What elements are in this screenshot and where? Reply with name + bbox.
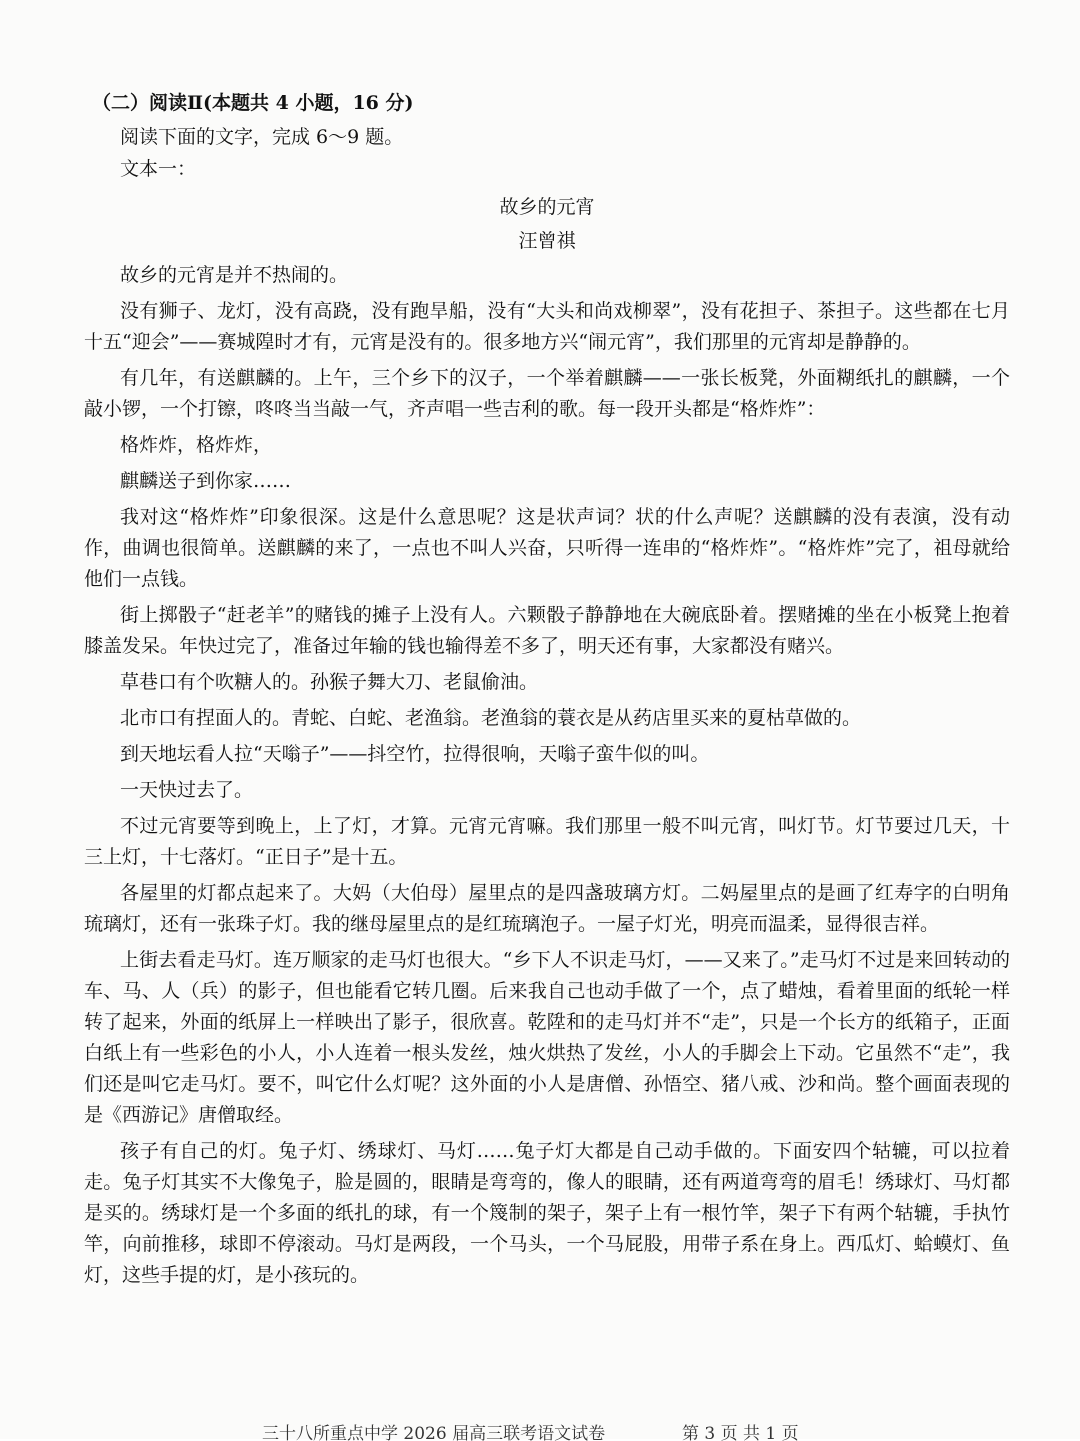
paragraph: 草巷口有个吹糖人的。孙猴子舞大刀、老鼠偷油。	[120, 671, 539, 693]
article-title: 故乡的元宵	[499, 196, 595, 218]
article-author: 汪曾祺	[518, 230, 576, 252]
section-heading: （二）阅读Ⅱ(本题共 4 小题，16 分)	[92, 92, 414, 114]
song-line: 格炸炸，格炸炸，	[120, 434, 273, 456]
paragraph: 各屋里的灯都点起来了。大妈（大伯母）屋里点的是四盏玻璃方灯。二妈屋里点的是画了红寿字的白明角琉璃灯，还有一张珠子灯。我的继母屋里点的是红琉璃泡子。一屋子灯光，明亮而温柔，显得很吉祥。	[84, 882, 1010, 935]
paragraph: 一天快过去了。	[120, 779, 254, 801]
paragraph: 街上掷骰子“赶老羊”的赌钱的摊子上没有人。六颗骰子静静地在大碗底卧着。摆赌摊的坐在小板凳上抱着膝盖发呆。年快过完了，准备过年输的钱也输得差不多了，明天还有事，大家都没有赌兴。	[84, 604, 1010, 657]
text-label: 文本一：	[120, 158, 197, 180]
paragraph: 北市口有捏面人的。青蛇、白蛇、老渔翁。老渔翁的蓑衣是从药店里买来的夏枯草做的。	[120, 707, 862, 729]
paragraph: 孩子有自己的灯。兔子灯、绣球灯、马灯……兔子灯大都是自己动手做的。下面安四个轱辘，可以拉着走。兔子灯其实不大像兔子，脸是圆的，眼睛是弯弯的，像人的眼睛，还有两道弯弯的眉毛！绣球灯、马灯都是买的。绣球灯是一个多面的纸扎的球，有一个篾制的架子，架子上有一根竹竿，架子下有两个轱辘，手执竹竿，向前推移，球即不停滚动。马灯是两段，一个马头，一个马屁股，用带子系在身上。西瓜灯、蛤蟆灯、鱼灯，这些手提的灯，是小孩玩的。	[84, 1140, 1010, 1286]
exam-name: 三十八所重点中学 2026 届高三联考语文试卷	[262, 1424, 606, 1441]
instruction-text: 阅读下面的文字，完成 6～9 题。	[120, 126, 404, 148]
paragraph: 到天地坛看人拉“天嗡子”——抖空竹，拉得很响，天嗡子蛮牛似的叫。	[120, 743, 710, 765]
paragraph: 故乡的元宵是并不热闹的。	[120, 264, 349, 286]
paragraph: 不过元宵要等到晚上，上了灯，才算。元宵元宵嘛。我们那里一般不叫元宵，叫灯节。灯节要过几天，十三上灯，十七落灯。“正日子”是十五。	[84, 815, 1010, 868]
paragraph: 有几年，有送麒麟的。上午，三个乡下的汉子，一个举着麒麟——一张长板凳，外面糊纸扎的麒麟，一个敲小锣，一个打镲，咚咚当当敲一气，齐声唱一些吉利的歌。每一段开头都是“格炸炸”：	[84, 367, 1010, 420]
page-number: 第 3 页 共 1 页	[682, 1424, 799, 1441]
paragraph: 没有狮子、龙灯，没有高跷，没有跑旱船，没有“大头和尚戏柳翠”，没有花担子、茶担子。这些都在七月十五“迎会”——赛城隍时才有，元宵是没有的。很多地方兴“闹元宵”，我们那里的元宵却是静静的。	[84, 300, 1010, 353]
paragraph: 上街去看走马灯。连万顺家的走马灯也很大。“乡下人不识走马灯，——又来了。”走马灯不过是来回转动的车、马、人（兵）的影子，但也能看它转几圈。后来我自己也动手做了一个，点了蜡烛，看着里面的纸轮一样转了起来，外面的纸屏上一样映出了影子，很欣喜。乾陞和的走马灯并不“走”，只是一个长方的纸箱子，正面白纸上有一些彩色的小人，小人连着一根头发丝，烛火烘热了发丝，小人的手脚会上下动。它虽然不“走”，我们还是叫它走马灯。要不，叫它什么灯呢？这外面的小人是唐僧、孙悟空、猪八戒、沙和尚。整个画面表现的是《西游记》唐僧取经。	[84, 949, 1010, 1126]
page-footer	[0, 1417, 1080, 1441]
reading-section	[84, 88, 1010, 1296]
song-line: 麒麟送子到你家……	[120, 470, 292, 492]
paragraph: 我对这“格炸炸”印象很深。这是什么意思呢？这是状声词？状的什么声呢？送麒麟的没有表演，没有动作，曲调也很简单。送麒麟的来了，一点也不叫人兴奋，只听得一连串的“格炸炸”。“格炸炸”完了，祖母就给他们一点钱。	[84, 506, 1010, 590]
